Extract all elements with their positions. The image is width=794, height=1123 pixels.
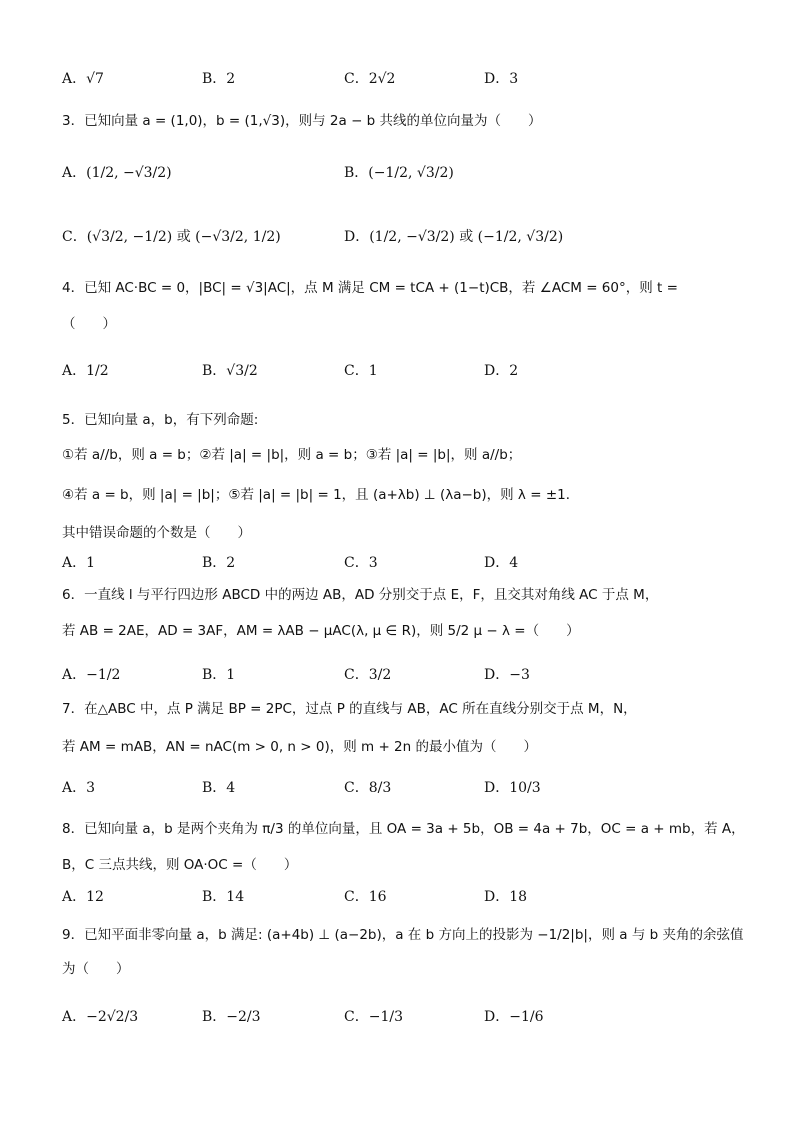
q5-option-a[interactable]: A．1 (62, 555, 96, 571)
q7-stem: 7．在△ABC 中，点 P 满足 BP = 2PC，过点 P 的直线与 AB，AC 所在直线分别交于点 M，N， (62, 701, 637, 717)
q3-stem: 3．已知向量 a = (1,0)，b = (1,√3)，则与 2a − b 共线的单位向量为（ ） (62, 113, 542, 129)
q3-option-a[interactable]: A．(1/2, −√3/2) (62, 165, 172, 181)
q4-option-b[interactable]: B．√3/2 (202, 363, 258, 379)
q4-option-a[interactable]: A．1/2 (62, 363, 109, 379)
q9-option-a[interactable]: A．−2√2/3 (62, 1009, 139, 1025)
q6-condition: 若 AB = 2AE，AD = 3AF，AM = λAB − μAC(λ, μ ∈ R)，则 5/2 μ − λ =（ ） (62, 623, 580, 639)
q9-options (62, 1006, 762, 1026)
q9-option-c[interactable]: C．−1/3 (344, 1009, 403, 1025)
q4-paren: （ ） (62, 316, 116, 332)
q7-condition: 若 AM = mAB，AN = nAC(m > 0, n > 0)，则 m + 2n 的最小值为（ ） (62, 739, 537, 755)
q8-option-b[interactable]: B．14 (202, 889, 245, 905)
q6-stem: 6．一直线 l 与平行四边形 ABCD 中的两边 AB，AD 分别交于点 E，F，且交其对角线 AC 于点 M， (62, 587, 659, 603)
q4-options (62, 360, 762, 380)
q5-options (62, 552, 762, 572)
q6-option-c[interactable]: C．3/2 (344, 667, 392, 683)
q8-options (62, 886, 762, 906)
q8-stem: 8．已知向量 a，b 是两个夹角为 π/3 的单位向量，且 OA = 3a + 5b，OB = 4a + 7b，OC = a + mb，若 A， (62, 821, 745, 837)
q3-options-ab (62, 162, 762, 182)
q5-option-d[interactable]: D．4 (484, 555, 519, 571)
q8-option-d[interactable]: D．18 (484, 889, 528, 905)
q7-option-a[interactable]: A．3 (62, 780, 96, 796)
q6-option-a[interactable]: A．−1/2 (62, 667, 121, 683)
q4-option-c[interactable]: C．1 (344, 363, 378, 379)
q6-option-d[interactable]: D．−3 (484, 667, 530, 683)
q7-option-d[interactable]: D．10/3 (484, 780, 541, 796)
q4-option-d[interactable]: D．2 (484, 363, 519, 379)
q3-option-d[interactable]: D．(1/2, −√3/2) 或 (−1/2, √3/2) (344, 229, 564, 245)
q5-option-b[interactable]: B．2 (202, 555, 236, 571)
q2-option-c[interactable]: C．2√2 (344, 71, 396, 87)
q9-option-d[interactable]: D．−1/6 (484, 1009, 544, 1025)
q5-propositions-2: ④若 a = b，则 |a| = |b|；⑤若 |a| = |b| = 1，且 (a+λb) ⊥ (λa−b)，则 λ = ±1． (62, 487, 580, 503)
q9-continuation: 为（ ） (62, 961, 130, 977)
q2-option-d[interactable]: D．3 (484, 71, 519, 87)
q4-stem: 4．已知 AC·BC = 0，|BC| = √3|AC|，点 M 满足 CM = tCA + (1−t)CB，若 ∠ACM = 60°，则 t = (62, 280, 678, 296)
q5-propositions-1: ①若 a//b，则 a = b；②若 |a| = |b|，则 a = b；③若 |a| = |b|，则 a//b； (62, 447, 522, 463)
q9-option-b[interactable]: B．−2/3 (202, 1009, 261, 1025)
q3-options-cd (62, 226, 762, 246)
q2-option-b[interactable]: B．2 (202, 71, 236, 87)
q6-options (62, 664, 762, 684)
q3-option-c[interactable]: C．(√3/2, −1/2) 或 (−√3/2, 1/2) (62, 229, 281, 245)
q8-option-a[interactable]: A．12 (62, 889, 104, 905)
q7-options (62, 777, 762, 797)
q8-option-c[interactable]: C．16 (344, 889, 387, 905)
q2-options (62, 68, 762, 88)
q7-option-b[interactable]: B．4 (202, 780, 236, 796)
q9-stem: 9．已知平面非零向量 a，b 满足: (a+4b) ⊥ (a−2b)，a 在 b 方向上的投影为 −1/2|b|，则 a 与 b 夹角的余弦值 (62, 927, 744, 943)
q5-ask: 其中错误命题的个数是（ ） (62, 525, 251, 541)
q6-option-b[interactable]: B．1 (202, 667, 236, 683)
q2-option-a[interactable]: A．√7 (62, 71, 104, 87)
q8-condition: B，C 三点共线，则 OA·OC =（ ） (62, 857, 298, 873)
q5-stem: 5．已知向量 a，b，有下列命题: (62, 412, 259, 428)
q3-option-b[interactable]: B．(−1/2, √3/2) (344, 165, 454, 181)
q5-option-c[interactable]: C．3 (344, 555, 378, 571)
q7-option-c[interactable]: C．8/3 (344, 780, 392, 796)
